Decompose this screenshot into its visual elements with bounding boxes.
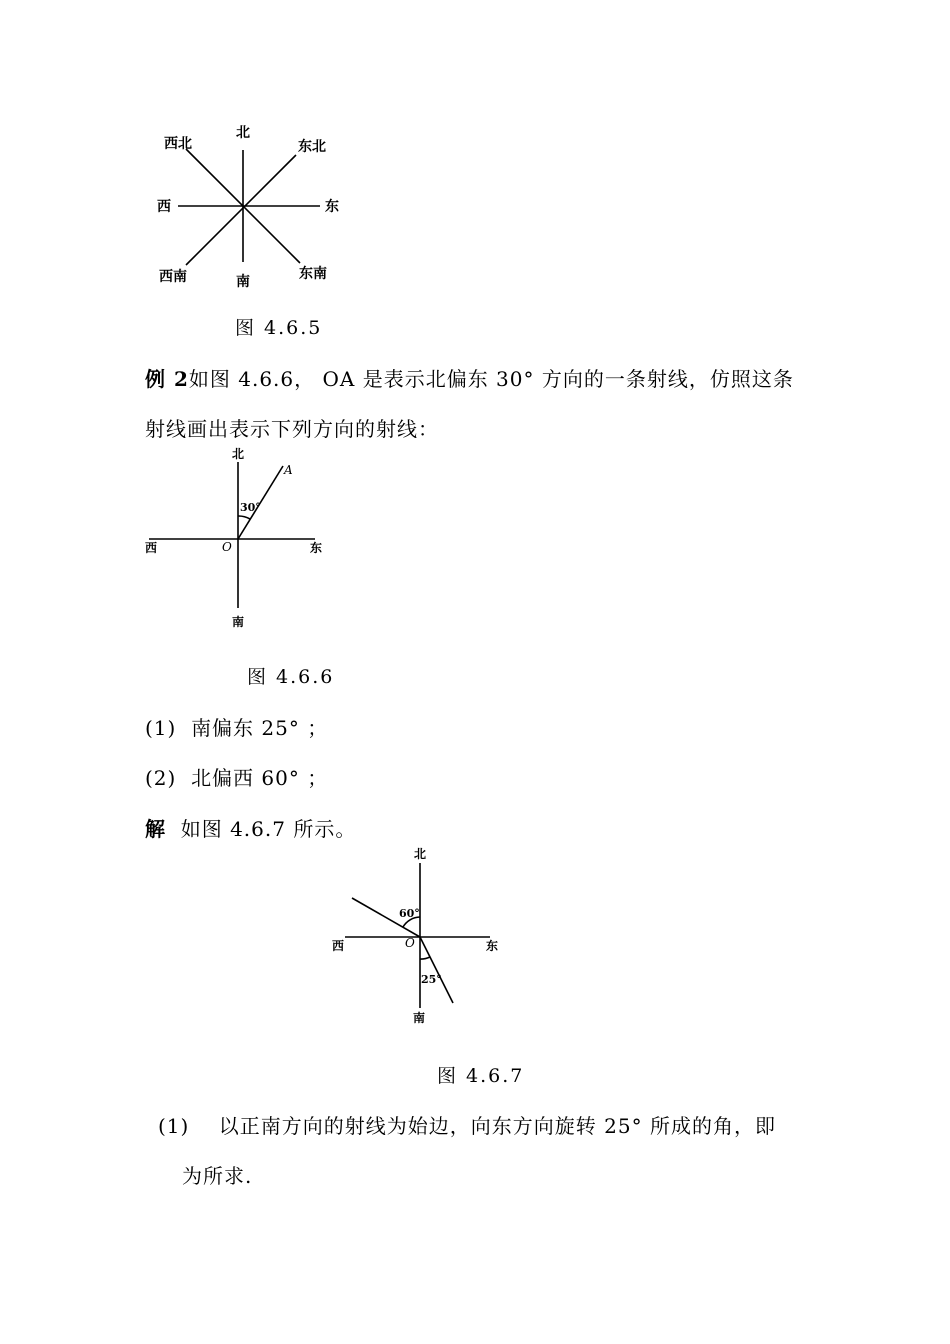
figure-caption-465: 图 4.6.5 — [235, 317, 323, 339]
label-west: 西 — [157, 199, 171, 215]
answer-line-1 — [158, 1110, 776, 1139]
answer-line-2: 为所求. — [182, 1164, 253, 1188]
solution-text: 如图 4.6.7 所示。 — [180, 817, 357, 841]
figure-caption-466: 图 4.6.6 — [247, 666, 335, 688]
item-2-number: (2) — [145, 766, 177, 790]
answer-text-1: 以正南方向的射线为始边，向东方向旋转 25° 所成的角，即 — [218, 1114, 776, 1138]
fig467-north: 北 — [414, 847, 427, 861]
fig466-west: 西 — [145, 541, 158, 555]
fig466-east: 东 — [310, 541, 323, 555]
fig466-angle: 30° — [240, 501, 261, 514]
label-southwest: 西南 — [159, 269, 187, 285]
example-2-line-2: 射线画出表示下列方向的射线： — [145, 417, 439, 441]
fig466-north: 北 — [232, 447, 245, 461]
fig467-angle-north: 60° — [399, 907, 420, 920]
fig467-angle-south: 25° — [421, 973, 442, 986]
label-northwest: 西北 — [164, 136, 192, 152]
fig466-south: 南 — [232, 615, 245, 629]
item-1-text: 南偏东 25° ； — [191, 716, 329, 740]
example-text-1: 如图 4.6.6， OA 是表示北偏东 30° 方向的一条射线，仿照这条 — [188, 367, 794, 391]
label-south: 南 — [236, 274, 250, 290]
answer-number: (1) — [158, 1114, 190, 1138]
item-1-number: (1) — [145, 716, 177, 740]
label-north: 北 — [236, 125, 250, 141]
fig467-east: 东 — [486, 939, 499, 953]
fig467-south: 南 — [413, 1011, 426, 1025]
fig467-west: 西 — [332, 939, 345, 953]
label-southeast: 东南 — [299, 266, 327, 282]
label-northeast: 东北 — [298, 139, 326, 155]
fig467-origin: O — [405, 936, 415, 950]
fig466-origin: O — [222, 540, 232, 554]
solution-tag: 解 — [145, 817, 166, 841]
example-tag: 例 2 — [145, 367, 189, 391]
item-2-text: 北偏西 60° ； — [191, 766, 329, 790]
label-east: 东 — [325, 199, 339, 215]
figure-caption-467: 图 4.6.7 — [437, 1065, 525, 1087]
fig466-point-a: A — [284, 463, 293, 477]
